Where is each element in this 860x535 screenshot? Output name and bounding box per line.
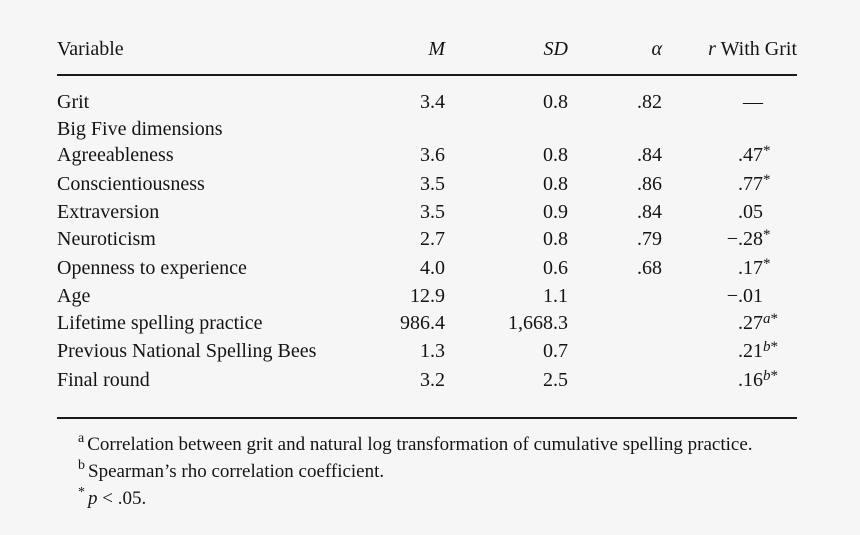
cell-variable: Final round (57, 368, 150, 391)
cell-alpha (568, 116, 662, 143)
header-alpha (568, 34, 662, 64)
r-value: .21 (738, 340, 763, 363)
r-superscript-letter: b (763, 339, 771, 356)
cell-m: 4.0 (420, 256, 445, 279)
cell-sd: 1.1 (543, 285, 568, 308)
cell-alpha (568, 338, 662, 367)
r-superscript-letter: a (763, 310, 771, 327)
header-r-with-grit (662, 34, 797, 64)
cell-alpha (568, 367, 662, 396)
cell-sd: 0.7 (543, 340, 568, 363)
cell-r (662, 171, 797, 200)
cell-sd: 0.6 (543, 256, 568, 279)
table-header-row (57, 34, 797, 64)
table-row (57, 338, 797, 367)
cell-m: 12.9 (410, 285, 445, 308)
r-value: .27 (738, 311, 763, 334)
cell-alpha: .79 (637, 227, 662, 250)
cell-variable: Agreeableness (57, 144, 174, 167)
header-sd-label: SD (543, 38, 568, 60)
cell-sd: 0.8 (543, 144, 568, 167)
cell-sd: 0.8 (543, 227, 568, 250)
cell-m: 3.4 (420, 91, 445, 113)
cell-m: 986.4 (400, 311, 445, 334)
r-value: .77 (738, 172, 763, 195)
cell-sd: 2.5 (543, 368, 568, 391)
r-superscript: * (763, 171, 771, 188)
cell-m (347, 116, 445, 143)
cell-variable: Conscientiousness (57, 172, 205, 195)
cell-variable: Neuroticism (57, 227, 156, 250)
header-m (347, 34, 445, 64)
cell-m: 3.2 (420, 368, 445, 391)
footnote: * p < .05. (78, 485, 147, 509)
cell-alpha: .86 (637, 172, 662, 195)
footnote-marker: * (78, 485, 85, 501)
stats-table (57, 0, 797, 512)
table-body (57, 76, 797, 396)
header-alpha-label: α (651, 38, 662, 60)
cell-variable: Big Five dimensions (57, 117, 223, 140)
footnote: $^b$ Spearman’s rho correlation coefficient. (78, 458, 385, 482)
cell-variable: Previous National Spelling Bees (57, 340, 317, 363)
cell-alpha: .84 (637, 201, 662, 224)
table-row (57, 199, 797, 226)
r-value: .16 (738, 368, 763, 391)
r-value: −.28 (726, 227, 763, 250)
cell-alpha (568, 310, 662, 339)
cell-variable: Openness to experience (57, 256, 247, 279)
table-row (57, 283, 797, 310)
cell-variable: Lifetime spelling practice (57, 311, 263, 334)
r-superscript: b* (763, 367, 778, 384)
cell-sd: 1,668.3 (508, 311, 568, 334)
footnotes (57, 431, 797, 512)
cell-r (662, 89, 797, 116)
header-variable: Variable (57, 38, 124, 60)
table-row (57, 255, 797, 284)
cell-m: 3.5 (420, 172, 445, 195)
r-superscript: b* (763, 339, 778, 356)
cell-variable: Extraversion (57, 201, 160, 224)
cell-sd: 0.8 (543, 91, 568, 113)
cell-r (662, 255, 797, 284)
header-m-label: M (428, 38, 445, 60)
cell-alpha (568, 283, 662, 310)
r-superscript: * (763, 143, 771, 160)
cell-sd (445, 116, 568, 143)
cell-m: 2.7 (420, 227, 445, 250)
cell-variable: Age (57, 285, 91, 308)
cell-sd: 0.8 (543, 172, 568, 195)
table-row (57, 310, 797, 339)
table-row (57, 171, 797, 200)
r-value: −.01 (726, 285, 763, 308)
footnote: $^a$ Correlation between grit and natural log transformation of cumulative spelling practice. (78, 431, 753, 455)
table-row (57, 89, 797, 116)
r-value: .47 (738, 144, 763, 167)
r-value: .05 (738, 201, 763, 224)
bottom-rule (57, 417, 797, 419)
table-row (57, 142, 797, 171)
table-row (57, 116, 797, 143)
footnote-marker: b (78, 458, 85, 474)
r-value: .17 (738, 256, 763, 279)
cell-m: 3.5 (420, 201, 445, 224)
cell-alpha: .84 (637, 144, 662, 167)
cell-alpha: .68 (637, 256, 662, 279)
cell-sd: 0.9 (543, 201, 568, 224)
r-superscript: * (763, 226, 771, 243)
header-sd (445, 34, 568, 64)
r-superscript: a* (763, 310, 778, 327)
footnote-italic: p (88, 487, 98, 509)
table-row (57, 367, 797, 396)
r-superscript-letter: b (763, 367, 771, 384)
r-value: — (743, 91, 763, 113)
table-row (57, 226, 797, 255)
cell-variable: Grit (57, 91, 90, 113)
footnote-marker: a (78, 431, 85, 447)
header-with-grit-label: With Grit (715, 38, 797, 60)
cell-m: 3.6 (420, 144, 445, 167)
cell-m: 1.3 (420, 340, 445, 363)
cell-r (662, 367, 797, 396)
r-superscript: * (763, 255, 771, 272)
header-r-label: r (708, 38, 716, 60)
cell-alpha: .82 (637, 91, 662, 113)
